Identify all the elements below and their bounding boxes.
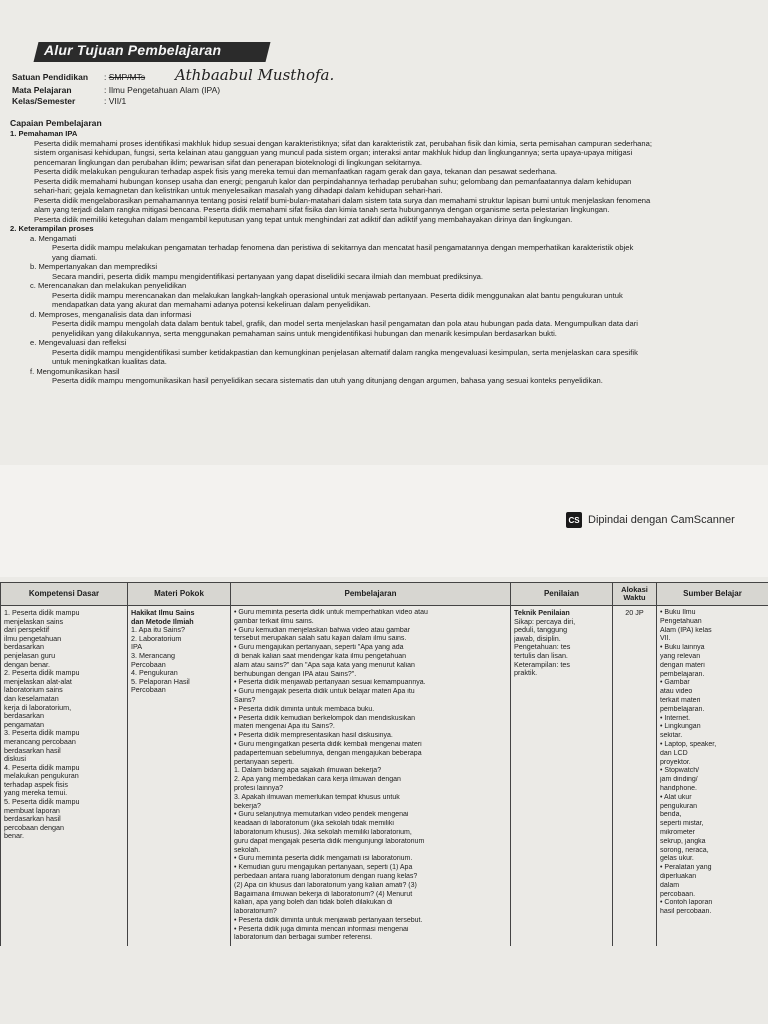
scanned-page-2 (0, 577, 768, 1024)
kompetensi-line: diskusi (4, 755, 26, 764)
sumber-line: terkait materi (660, 696, 701, 704)
pembelajaran-line: Sains? (234, 696, 256, 704)
kompetensi-line: berdasarkan hasil (4, 746, 61, 755)
pembelajaran-line: perbedaan antara ruang laboratorium dengan ruang kelas? (234, 872, 418, 880)
penilaian-line: Keterampilan: tes (514, 660, 570, 669)
pembelajaran-line: • Guru meminta peserta didik mengamati isi laboratorium. (234, 855, 413, 863)
handwritten-school-name: Athbaabul Musthofa. (175, 66, 335, 84)
header-alokasi: Alokasi Waktu (613, 583, 657, 606)
sumber-line: sekitar. (660, 732, 683, 740)
camscanner-text: Dipindai dengan CamScanner (588, 514, 735, 526)
cell-pembelajaran (231, 606, 511, 947)
sumber-line: benda, (660, 811, 682, 819)
kompetensi-line: kerja di laboratorium, (4, 703, 72, 712)
materi-line: Percobaan (131, 660, 166, 669)
kompetensi-line: dan keselamatan (4, 694, 59, 703)
sumber-line: yang relevan (660, 652, 701, 660)
header-kompetensi: Kompetensi Dasar (1, 583, 128, 606)
kompetensi-line: melakukan pengukuran (4, 772, 79, 781)
pembelajaran-line: guru dapat mengajak peserta didik mengunjungi laboratorium (234, 837, 425, 845)
pembelajaran-line: padapertemuan sebelumnya, dengan mengajukan beberapa (234, 749, 422, 757)
penilaian-line: praktik. (514, 669, 538, 678)
kompetensi-line: penjelasan guru (4, 651, 56, 660)
kompetensi-line: merancang percobaan (4, 737, 76, 746)
pembelajaran-line: • Guru mengajak peserta didik untuk belajar materi Apa itu (234, 688, 415, 696)
sumber-line: • Stopwatch/ (660, 767, 700, 775)
pembelajaran-line: tersebut merupakan salah satu kajian dalam ilmu sains. (234, 635, 407, 643)
sumber-line: dalam (660, 881, 680, 889)
cell-materi (128, 606, 231, 947)
pembelajaran-line: • Peserta didik diminta untuk menjawab pertanyaan tersebut. (234, 916, 423, 924)
scanned-page-1 (0, 0, 768, 465)
text-line: Peserta didik mampu melakukan pengamatan terhadap fenomena dan peristiwa di sekitarnya dan mencatat hasil pengamatannya dengan memperhatikan karakteristik objek (52, 243, 634, 252)
pembelajaran-line: • Peserta didik mempresentasikan hasil diskusinya. (234, 732, 393, 740)
sumber-line: dengan materi (660, 661, 705, 669)
meta-value: : VII/1 (104, 96, 127, 106)
text-line: Peserta didik mampu mengolah data dalam bentuk tabel, grafik, dan model serta menjelaskan hasil pengamatan dan pola atau hubungan pada data. Mengumpulkan data dari (52, 319, 638, 328)
subsection-heading: 1. Pemahaman IPA (10, 129, 78, 138)
item-heading: e. Mengevaluasi dan refleksi (30, 338, 127, 347)
meta-label: Satuan Pendidikan (12, 72, 89, 82)
text-line: Peserta didik mampu merencanakan dan melakukan langkah-langkah operasional untuk menjawab pertanyaan. Peserta didik menggunakan alat bantu pengukuran untuk (52, 290, 623, 300)
pembelajaran-line: bekerja? (234, 802, 261, 810)
item-heading: f. Mengomunikasikan hasil (30, 366, 120, 376)
sumber-line: • Alat ukur (660, 793, 692, 801)
penilaian-line: Pengetahuan: tes (514, 643, 571, 652)
pembelajaran-line: • Guru mengajukan pertanyaan, seperti "Apa yang ada (234, 644, 404, 652)
sumber-line: • Contoh laporan (660, 899, 713, 907)
table-row (1, 606, 768, 947)
pembelajaran-line: gambar terkait ilmu sains. (234, 617, 314, 625)
text-line: sistem organisasi kehidupan, fungsi, serta kelainan atau gangguan yang muncul pada sistem organ; interaksi antar makhluk hidup dan lingkungannya; serta upaya-upaya mitigasi (34, 148, 633, 157)
kompetensi-line: berdasarkan hasil (4, 815, 61, 824)
kompetensi-line: pengamatan (4, 720, 44, 729)
kompetensi-line: berdasarkan (4, 712, 44, 721)
text-line: Peserta didik mampu mengomunikasikan hasil penyelidikan secara sistematis dan utuh yang ditunjang dengan argumen, bahasa yang sesuai konteks penyelidikan. (52, 376, 603, 385)
materi-line: 3. Merancang (131, 651, 175, 660)
sumber-line: pengukuran (660, 802, 697, 810)
sumber-line: diperluakan (660, 872, 697, 880)
kompetensi-line: 5. Peserta didik mampu (4, 798, 80, 807)
materi-line: 2. Laboratorium (131, 634, 182, 643)
cell-penilaian (511, 606, 613, 947)
meta-label: Kelas/Semester (12, 96, 76, 106)
kompetensi-line: terhadap aspek fisis (4, 780, 68, 789)
alokasi-value: 20 JP (625, 608, 644, 617)
pembelajaran-line: • Kemudian guru mengajukan pertanyaan, seperti (1) Apa (234, 864, 413, 872)
sumber-line: pembelajaran. (660, 670, 705, 678)
pembelajaran-line: 3. Apakah ilmuwan memerlukan tempat khusus untuk (234, 793, 400, 801)
materi-line: 5. Pelaporan Hasil (131, 677, 190, 686)
kompetensi-line: dengan benar. (4, 660, 50, 669)
pembelajaran-line: berhubungan dengan IPA atau Sains?". (234, 670, 357, 678)
page-title: Alur Tujuan Pembelajaran (44, 42, 222, 58)
sumber-line: • Peralatan yang (660, 864, 712, 872)
camscanner-watermark (566, 512, 735, 528)
sumber-line: sekrup, jangka (660, 837, 706, 845)
sumber-line: • Laptop, speaker, (660, 740, 717, 748)
sumber-line: Pengetahuan (660, 617, 702, 625)
sumber-line: proyektor. (660, 758, 691, 766)
pembelajaran-line: • Peserta didik menjawab pertanyaan sesuai kemampuannya. (234, 679, 426, 687)
pembelajaran-line: (2) Apa ciri khusus dari laboratorium yang kalian amati? (3) (234, 881, 417, 889)
sumber-line: • Lingkungan (660, 723, 701, 731)
sumber-line: sorong, neraca, (660, 846, 709, 854)
text-line: Peserta didik memahami proses identifikasi makhluk hidup sesuai dengan karakteristiknya; sifat dan karakteristik zat, perubahan fisik dan kimia, serta pemisahan campuran sederhana; (34, 138, 652, 148)
sumber-line: atau video (660, 688, 693, 696)
pembelajaran-line: pertanyaan seperti. (234, 758, 294, 766)
pembelajaran-line: • Guru kemudian menjelaskan bahwa video atau gambar (234, 626, 410, 634)
sumber-line: • Buku lainnya (660, 644, 705, 652)
meta-value-text: Ilmu Pengetahuan Alam (IPA) (108, 85, 221, 95)
kompetensi-line: menjelaskan alat-alat (4, 677, 72, 686)
text-line: Secara mandiri, peserta didik mampu mengidentifikasi pertanyaan yang dapat diselidiki secara ilmiah dan membuat prediksinya. (52, 271, 483, 281)
pembelajaran-line: laboratorium khusus). Jika sekolah memiliki laboratorium, (234, 828, 412, 836)
pembelajaran-line: • Guru mengingatkan peserta didik kembali mengenai materi (234, 740, 422, 748)
materi-line: Percobaan (131, 686, 166, 695)
sumber-line: handphone. (660, 784, 697, 792)
item-heading: c. Merencanakan dan melakukan penyelidikan (30, 281, 187, 290)
pembelajaran-line: • Peserta didik juga diminta mencari informasi mengenai (234, 925, 409, 933)
pembelajaran-line: Bagaimana ilmuwan bekerja di laboratorium? (4) Menurut (234, 890, 413, 898)
text-line: Peserta didik mampu mengidentifikasi sumber ketidakpastian dan kemungkinan penjelasan alternatif dalam rangka mengevaluasi kesimpulan, serta menjelaskan cara spesifik (52, 347, 638, 357)
penilaian-line: Teknik Penilaian (514, 609, 570, 617)
kompetensi-line: ilmu pengetahuan (4, 634, 62, 643)
kompetensi-line: 4. Peserta didik mampu (4, 763, 80, 772)
kompetensi-line: percobaan dengan (4, 823, 64, 832)
item-heading: b. Mempertanyakan dan memprediksi (30, 262, 158, 271)
text-line: sehari-hari; gejala kemagnetan dan kelistrikan untuk menyelesaikan masalah yang dihadapi dalam kehidupan sehari-hari. (34, 186, 443, 195)
learning-plan-table (0, 582, 768, 946)
sumber-line: mikrometer (660, 828, 696, 836)
sumber-line: seperti mistar, (660, 820, 704, 828)
cell-kompetensi (1, 606, 128, 947)
pembelajaran-line: 2. Apa yang membedakan cara kerja ilmuwan dengan (234, 776, 401, 784)
materi-line: dan Metode Ilmiah (131, 617, 194, 626)
text-line: Peserta didik mengelaborasikan pemahamannya tentang posisi relatif bumi-bulan-matahari dalam sistem tata surya dan memahami struktur lapisan bumi untuk menjelaskan fenomena (34, 195, 651, 205)
pembelajaran-line: laboratorium dari berbagai sumber referensi. (234, 934, 373, 942)
meta-value: : Ilmu Pengetahuan Alam (IPA) (104, 85, 221, 95)
subsection-heading: 2. Keterampilan proses (10, 224, 94, 233)
kompetensi-line: menjelaskan sains (4, 617, 64, 626)
pembelajaran-line: 1. Dalam bidang apa sajakah ilmuwan bekerja? (234, 767, 382, 775)
text-line: pencemaran lingkungan dan perubahan iklim; pewarisan sifat dan penerapan bioteknologi di lingkungan sekitarnya. (34, 157, 422, 167)
sumber-line: • Buku Ilmu (660, 609, 696, 616)
header-penilaian: Penilaian (511, 583, 613, 606)
text-line: mendapatkan data yang akurat dan memahami adanya potensi kekeliruan dalam penyelidikan. (52, 300, 371, 309)
cell-sumber (657, 606, 768, 947)
header-sumber: Sumber Belajar (657, 583, 768, 606)
meta-value-text: VII/1 (108, 96, 127, 106)
materi-line: Hakikat Ilmu Sains (131, 609, 195, 617)
pembelajaran-line: kalian, apa yang boleh dan tidak boleh dilakukan di (234, 899, 393, 907)
pembelajaran-line: sekolah. (234, 846, 261, 854)
sumber-line: jam dinding/ (660, 776, 698, 784)
section-heading: Capaian Pembelajaran (10, 118, 102, 128)
pembelajaran-line: keadaan di laboratorium (jika sekolah tidak memiliki (234, 820, 394, 828)
text-line: penyelidikan yang dilakukannya, serta menggunakan pemahaman sains untuk mengidentifikasi hubungan dan menarik kesimpulan berdasarkan bukti. (52, 328, 557, 338)
kompetensi-line: berdasarkan (4, 643, 44, 652)
sumber-line: • Gambar (660, 679, 690, 687)
pembelajaran-line: di benak kalian saat mendengar kata ilmu pengetahuan (234, 652, 407, 660)
pembelajaran-line: materi mengenai Apa itu Sains?. (234, 723, 335, 731)
text-line: Peserta didik melakukan pengukuran terhadap aspek fisis yang mereka temui dan memanfaatkan ragam gerak dan gaya, tekanan dan pesawat sederhana. (34, 167, 558, 176)
kompetensi-line: membuat laporan (4, 806, 60, 815)
penilaian-line: peduli, tanggung (514, 626, 568, 635)
kompetensi-line: 1. Peserta didik mampu (4, 609, 80, 617)
item-heading: a. Mengamati (30, 233, 77, 243)
pembelajaran-line: laboratorium? (234, 908, 277, 916)
text-line: alam yang terjadi dalam rangka mitigasi bencana. Peserta didik memahami sifat fisika dan kimia tanah serta hubungannya dengan organisme serta pelestarian lingkungan. (34, 205, 610, 214)
struck-value: SMP/MTs (108, 72, 146, 82)
header-materi: Materi Pokok (128, 583, 231, 606)
kompetensi-line: laboratorium sains (4, 686, 63, 695)
item-heading: d. Memproses, menganalisis data dan informasi (30, 309, 192, 319)
kompetensi-line: 3. Peserta didik mampu (4, 729, 80, 738)
pembelajaran-line: • Peserta didik diminta untuk membaca buku. (234, 705, 375, 713)
materi-line: IPA (131, 643, 143, 652)
sumber-line: • Internet. (660, 714, 691, 722)
pembelajaran-line: profesi lainnya? (234, 784, 284, 792)
sumber-line: percobaan. (660, 890, 696, 898)
text-line: yang diamati. (52, 252, 98, 262)
cell-alokasi (613, 606, 657, 947)
header-pembelajaran: Pembelajaran (231, 583, 511, 606)
sumber-line: hasil percobaan. (660, 908, 712, 916)
kompetensi-line: benar. (4, 832, 24, 841)
camscanner-logo-icon: CS (566, 512, 582, 528)
materi-line: 4. Pengukuran (131, 669, 178, 678)
pembelajaran-line: • Guru selanjutnya memutarkan video pendek mengenai (234, 811, 409, 819)
meta-label: Mata Pelajaran (12, 85, 72, 95)
materi-line: 1. Apa itu Sains? (131, 626, 185, 635)
sumber-line: dan LCD (660, 749, 688, 757)
sumber-line: VII. (660, 635, 671, 643)
penilaian-line: tertulis dan lisan. (514, 651, 568, 660)
pembelajaran-line: • Peserta didik kemudian berkelompok dan mendiskusikan (234, 714, 416, 722)
table-header-row (1, 583, 768, 606)
meta-value: : SMP/MTs (104, 72, 146, 82)
sumber-line: pembelajaran. (660, 705, 705, 713)
kompetensi-line: dari perspektif (4, 626, 50, 635)
sumber-line: Alam (IPA) kelas (660, 626, 712, 634)
text-line: untuk meningkatkan kualitas data. (52, 357, 167, 366)
pembelajaran-line: • Guru meminta peserta didik untuk memperhatikan video atau (234, 609, 428, 616)
sumber-line: gelas ukur. (660, 855, 694, 863)
penilaian-line: Sikap: percaya diri, (514, 617, 576, 626)
text-line: Peserta didik memahami hubungan konsep usaha dan energi; pengaruh kalor dan perpindahannya terhadap perubahan suhu; gelombang dan pemanfaatannya dalam kehidupan (34, 176, 632, 186)
kompetensi-line: 2. Peserta didik mampu (4, 669, 80, 678)
text-line: Peserta didik memiliki keteguhan dalam mengambil keputusan yang tepat untuk menghindari zat adiktif dan adiktif yang membahayakan dirinya dan lingkungan. (34, 214, 573, 224)
kompetensi-line: yang mereka temui. (4, 789, 68, 798)
penilaian-line: jawab, disiplin. (514, 634, 561, 643)
pembelajaran-line: alam atau sains?" dan "Apa saja kata yang menurut kalian (234, 661, 415, 669)
